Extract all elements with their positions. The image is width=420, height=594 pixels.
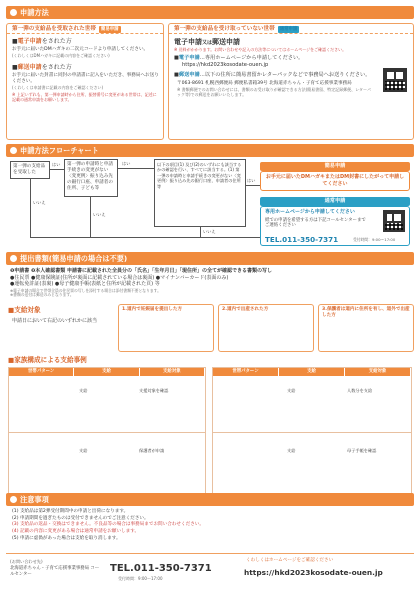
family-table-right: 世帯パターン 支給 支給対象 支給 人数分を支給 支給 母子手帳を確認: [212, 367, 412, 497]
apply-url[interactable]: https://hkd2023kosodate-ouen.jp: [182, 62, 269, 69]
flow-label-no: いいえ: [33, 200, 46, 205]
flow-label-yes: はい: [122, 161, 131, 166]
family-cell: 人数分を支給: [347, 388, 373, 393]
footer-hours: 受付時間：9:00〜17:00: [118, 576, 163, 581]
mail-address-note: ※ 書類郵便でのお問い合わせには、書類のお受け取りが確認できる方法(簡易書留、特定記録郵便、レターパック等)での郵送をお願いいたします。: [177, 86, 371, 97]
flow-question-2: 以下の項目(1) 及び(2)のいずれにも該当するかの確認を行い、すべてに該当する。(1) 第一弾の申請時と申請手続きの変更がない〈変更例〉振り込み先の銀行口座、申請者の住所等: [154, 159, 246, 227]
flow-connector: [50, 169, 64, 170]
notes-list: (1) 支給品は第2弾受付期間中の申請と出荷になります。 (2) 申請期間を過ぎたものは受付できませんのでご注意ください。 (3) 支給品の返品・交換はできません。不良品等の場合は事務局までお問い合わせください。 (4) 記載の内容に変更がある場合は通常申請をお願いします。 (5) 申請に虚偽があった場合は支給を取り消します。: [12, 509, 204, 541]
flow-connector: [246, 185, 260, 186]
normal-apply-headline: 電子申請又は郵送申請: [174, 38, 241, 46]
result-normal-box: 専用ホームページから申請してください 紙での申請を希望する方は下記コールセンターまでご連絡ください TEL.011-350-7371 受付時間：9:00〜17:00: [260, 206, 410, 246]
footer: [6, 553, 414, 587]
footer-web-label: くわしくはホームページをご確認ください: [246, 558, 334, 563]
documents-list: ❶申請書 ❷本人確認書類 申請書に記載された全員分の「氏名」「生年月日」「現住所」の全てが確認できる書類の写し ●住民票 ●健康保険証(住所が裏面に記載されている場合は裏面) ●マイナンバーカード(表面のみ) ●運転免許証(表裏) ●母子健康手帳(表紙と住所が記載された頁) 等 ※電子申請の場合で世帯全員の住民票の写しを添付する場合は添付書類不要となります。 ※書類の送付は郵送のみとなります。: [10, 268, 272, 298]
flow-question-1: 第一弾の申請時と申請手続きの変更がない〈変更例〉振り込み先の銀行口座、申請者の住所、子ども等: [64, 159, 118, 197]
mail-apply-heading: ■郵送申請をされた方: [12, 63, 72, 71]
flow-connector: [200, 227, 201, 237]
flow-hours: 受付時間：9:00〜17:00: [353, 237, 396, 242]
qr-code-icon[interactable]: [383, 68, 407, 92]
footer-tel[interactable]: TEL.011-350-7371: [110, 563, 212, 574]
normal-apply-warning: ※ 送料がかかります。お問い合わせや記入の方法等についてはホームページをご確認ください。: [174, 47, 347, 53]
family-cell: 支給: [287, 448, 296, 453]
mail-apply-note: (くわしくは申請書に記載の内容をご確認ください): [12, 84, 104, 90]
flow-label-no: いいえ: [93, 212, 106, 217]
family-cell: 保護者が申請: [139, 448, 165, 453]
flow-connector: [90, 197, 91, 237]
family-heading: ■家族構成による支給事例: [8, 356, 87, 364]
section-header-notes: 注意事項: [6, 493, 414, 506]
section-header-flowchart: 申請方法フローチャート: [6, 144, 414, 157]
flow-start: 第一弾の支給品を受取した: [10, 161, 50, 179]
web-apply-body: お手元に届いたDMハガキの二次元コードより申請してください。: [12, 46, 149, 52]
result-simple-box: お手元に届いたDMハガキまたはDM封書にしたがって申請してください: [260, 171, 410, 191]
family-cell: 母子手帳を確認: [347, 448, 377, 453]
box-title: 第一弾の支給品を受取された世帯 簡易申請: [7, 24, 163, 34]
simple-apply-box: [6, 23, 164, 140]
eligible-text: 申請日において右記のいずれかに該当: [12, 318, 98, 324]
eligible-case-2: 2.道内で出産された方: [218, 304, 314, 352]
web-apply-heading: ■電子申請をされた方: [12, 38, 72, 45]
eligible-heading: ■支給対象: [8, 306, 41, 314]
flow-tel[interactable]: TEL.011-350-7371: [265, 235, 339, 244]
result-simple-label: 簡易申請: [260, 162, 410, 171]
mail-apply-body: お手元に届いた封書に同封の申請書に記入をいただき、事務局へお送りください。: [12, 72, 159, 84]
box-title: 第一弾の支給品を受け取っていない世帯 通常申請: [169, 24, 413, 34]
web-apply-line: ■電子申請…専用ホームページから申請してください。: [174, 55, 304, 62]
section-header-documents: 提出書類(簡易申請の場合は不要): [6, 252, 414, 265]
family-cell: 支給: [79, 448, 88, 453]
footer-contact-name: 北海道赤ちゃん・子育て応援事業事務局 コールセンター: [10, 566, 100, 577]
flow-label-no: いいえ: [203, 229, 216, 234]
eligible-case-1: 1.道内で妊娠届を提出した方: [118, 304, 214, 352]
section-header-apply: 申請方法: [6, 6, 414, 19]
web-apply-note: (くわしくはDMハガキに記載の内容をご確認ください): [12, 52, 110, 58]
flow-label-yes: はい: [247, 178, 256, 183]
family-cell: 支給: [287, 388, 296, 393]
flow-label-yes: はい: [52, 162, 61, 167]
mail-apply-warning: ※ 上記いずれも、第一弾申請時から住所、振替番号に変更がある世帯は、記述に記載の通常申請をお願いします。: [12, 91, 157, 103]
footer-url[interactable]: https://hkd2023kosodate-ouen.jp: [244, 568, 383, 577]
family-table-left: 世帯パターン 支給 支給対象 支給 支援対象を確認 支給 保護者が申請: [8, 367, 206, 497]
footer-contact-label: (お問い合わせ先): [10, 559, 43, 564]
normal-apply-box: [168, 23, 414, 140]
flow-connector: [30, 179, 31, 237]
family-cell: 支援対象を確認: [139, 388, 169, 393]
eligible-case-3: 3.保護者は道内に住所を有し、道外で出産した方: [318, 304, 414, 352]
mail-address: 〒063-8691 札幌西郵便局 郵便私書箱39号 北海道赤ちゃん・子育て応援事業事務局: [177, 80, 352, 86]
family-cell: 支給: [79, 388, 88, 393]
mail-apply-line: ■郵送申請…以下の住所に簡易書留かレターパックなどで事務局へお送りください。: [174, 71, 371, 78]
qr-code-icon[interactable]: [383, 210, 405, 232]
flow-connector: [30, 237, 260, 238]
result-normal-label: 通常申請: [260, 197, 410, 206]
flow-connector: [118, 168, 154, 169]
